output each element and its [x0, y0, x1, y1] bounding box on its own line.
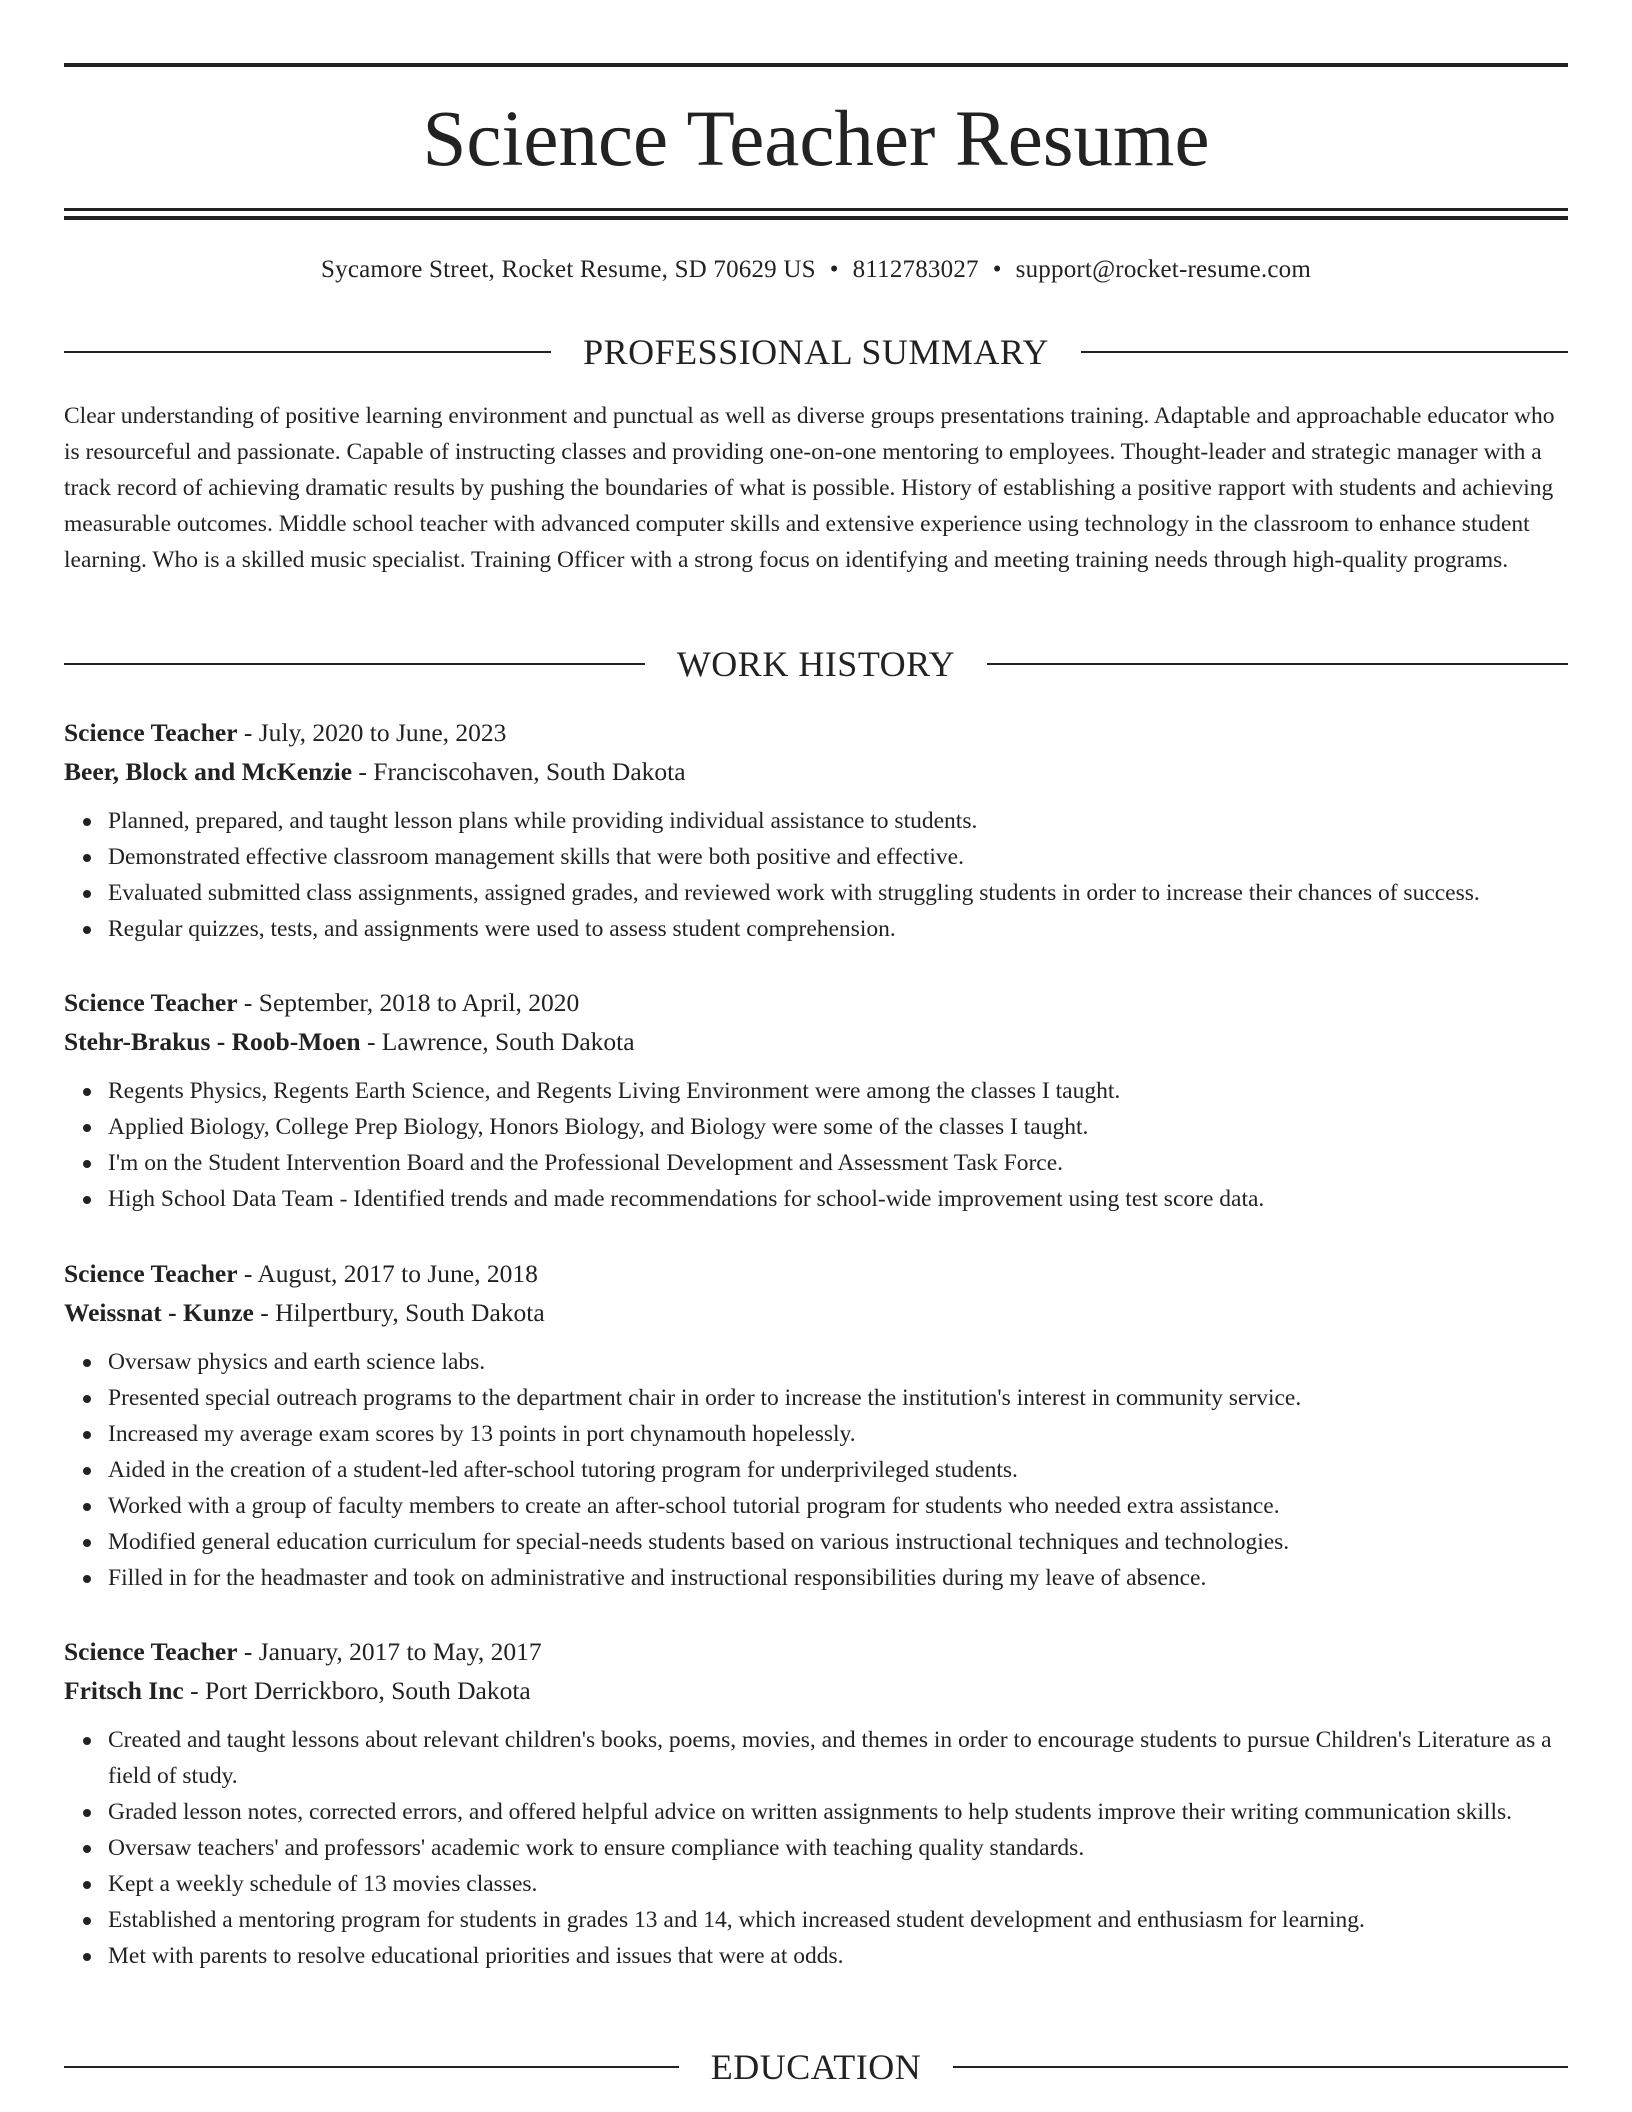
section-heading-label: PROFESSIONAL SUMMARY [583, 332, 1049, 372]
job-bullet: Met with parents to resolve educational priorities and issues that were at odds. [108, 1938, 1568, 1974]
job-dates: - August, 2017 to June, 2018 [237, 1259, 538, 1288]
job-bullet: Applied Biology, College Prep Biology, Honors Biology, and Biology were some of the classes I taught. [108, 1109, 1568, 1145]
job-bullet: Regents Physics, Regents Earth Science, and Regents Living Environment were among the classes I taught. [108, 1073, 1568, 1109]
section-heading-work-history [64, 642, 1568, 686]
job-employer: Beer, Block and McKenzie [64, 757, 353, 786]
heading-rule-left [64, 663, 645, 665]
contact-line [64, 252, 1568, 288]
contact-separator: • [992, 256, 1002, 283]
job-bullet: Filled in for the headmaster and took on administrative and instructional responsibilities during my leave of absence. [108, 1560, 1568, 1596]
job-bullet: Modified general education curriculum for special-needs students based on various instructional techniques and technologies. [108, 1524, 1568, 1560]
job-entry [64, 713, 1568, 947]
job-bullet: I'm on the Student Intervention Board and the Professional Development and Assessment Task Force. [108, 1145, 1568, 1181]
job-bullet: Kept a weekly schedule of 13 movies classes. [108, 1866, 1568, 1902]
job-bullet: Planned, prepared, and taught lesson plans while providing individual assistance to students. [108, 803, 1568, 839]
job-location: - Franciscohaven, South Dakota [352, 757, 686, 786]
section-heading-education [64, 2045, 1568, 2089]
job-bullet: Worked with a group of faculty members to create an after-school tutorial program for students who needed extra assistance. [108, 1488, 1568, 1524]
job-bullet: Oversaw physics and earth science labs. [108, 1344, 1568, 1380]
job-role: Science Teacher [64, 988, 238, 1017]
job-location: - Lawrence, South Dakota [360, 1027, 635, 1056]
job-employer-line [64, 1293, 1568, 1332]
heading-rule-right [953, 2066, 1568, 2068]
contact-address: Sycamore Street, Rocket Resume, SD 70629 US [321, 256, 816, 283]
section-heading-label: WORK HISTORY [676, 644, 956, 684]
job-role: Science Teacher [64, 718, 238, 747]
title-top-rule [64, 63, 1568, 67]
job-bullet: High School Data Team - Identified trends and made recommendations for school-wide improvement using test score data. [108, 1181, 1568, 1217]
job-location: - Port Derrickboro, South Dakota [183, 1676, 531, 1705]
job-entry [64, 983, 1568, 1217]
job-bullet: Created and taught lessons about relevant children's books, poems, movies, and themes in order to encourage students to pursue Children's Literature as a field of study. [108, 1722, 1568, 1794]
job-bullet: Increased my average exam scores by 13 points in port chynamouth hopelessly. [108, 1416, 1568, 1452]
title-bottom-double-rule [64, 208, 1568, 220]
heading-rule-right [987, 663, 1568, 665]
professional-summary-text: Clear understanding of positive learning environment and punctual as well as diverse groups presentations training. Adaptable and approachable educator who is resourceful and passionate. Capable of instructing classes and providing one-on-one mentoring to employees. Thought-leader and strategic manager with a track record of achieving dramatic results by pushing the boundaries of what is possible. History of establishing a positive rapport with students and achieving measurable outcomes. Middle school teacher with advanced computer skills and extensive experience using technology in the classroom to enhance student learning. Who is a skilled music specialist. Training Officer with a strong focus on identifying and meeting training needs through high-quality programs. [64, 403, 1555, 573]
contact-email: support@rocket-resume.com [1015, 256, 1311, 283]
heading-rule-left [64, 351, 551, 353]
job-employer: Fritsch Inc [64, 1676, 184, 1705]
job-bullet-list [64, 1073, 1568, 1217]
job-bullet: Presented special outreach programs to the department chair in order to increase the institution's interest in community service. [108, 1380, 1568, 1416]
job-bullet: Oversaw teachers' and professors' academic work to ensure compliance with teaching quality standards. [108, 1830, 1568, 1866]
job-bullet: Established a mentoring program for students in grades 13 and 14, which increased student development and enthusiasm for learning. [108, 1902, 1568, 1938]
job-role-line [64, 1254, 1568, 1293]
contact-phone: 8112783027 [852, 256, 979, 283]
job-employer-line [64, 1022, 1568, 1061]
job-role-line [64, 983, 1568, 1022]
job-location: - Hilpertbury, South Dakota [253, 1298, 545, 1327]
heading-rule-left [64, 2066, 679, 2068]
job-dates: - July, 2020 to June, 2023 [237, 718, 507, 747]
job-bullet-list [64, 1344, 1568, 1596]
job-bullet: Aided in the creation of a student-led after-school tutoring program for underprivileged students. [108, 1452, 1568, 1488]
job-bullet-list [64, 803, 1568, 947]
contact-separator: • [829, 256, 839, 283]
heading-rule-right [1081, 351, 1568, 353]
job-employer-line [64, 1671, 1568, 1710]
job-role: Science Teacher [64, 1259, 238, 1288]
job-bullet-list [64, 1722, 1568, 1974]
job-bullet: Graded lesson notes, corrected errors, and offered helpful advice on written assignments to help students improve their writing communication skills. [108, 1794, 1568, 1830]
job-role-line [64, 713, 1568, 752]
job-employer: Weissnat - Kunze [64, 1298, 254, 1327]
job-bullet: Regular quizzes, tests, and assignments were used to assess student comprehension. [108, 911, 1568, 947]
resume-title: Science Teacher Resume [422, 96, 1210, 183]
section-heading-label: EDUCATION [710, 2047, 922, 2087]
job-role-line [64, 1632, 1568, 1671]
job-employer: Stehr-Brakus - Roob-Moen [64, 1027, 361, 1056]
section-heading-summary [64, 330, 1568, 374]
job-bullet: Evaluated submitted class assignments, assigned grades, and reviewed work with struggling students in order to increase their chances of success. [108, 875, 1568, 911]
job-role: Science Teacher [64, 1637, 238, 1666]
job-dates: - January, 2017 to May, 2017 [237, 1637, 542, 1666]
job-entry [64, 1254, 1568, 1596]
job-bullet: Demonstrated effective classroom management skills that were both positive and effective. [108, 839, 1568, 875]
job-entry [64, 1632, 1568, 1974]
job-dates: - September, 2018 to April, 2020 [237, 988, 580, 1017]
job-employer-line [64, 752, 1568, 791]
